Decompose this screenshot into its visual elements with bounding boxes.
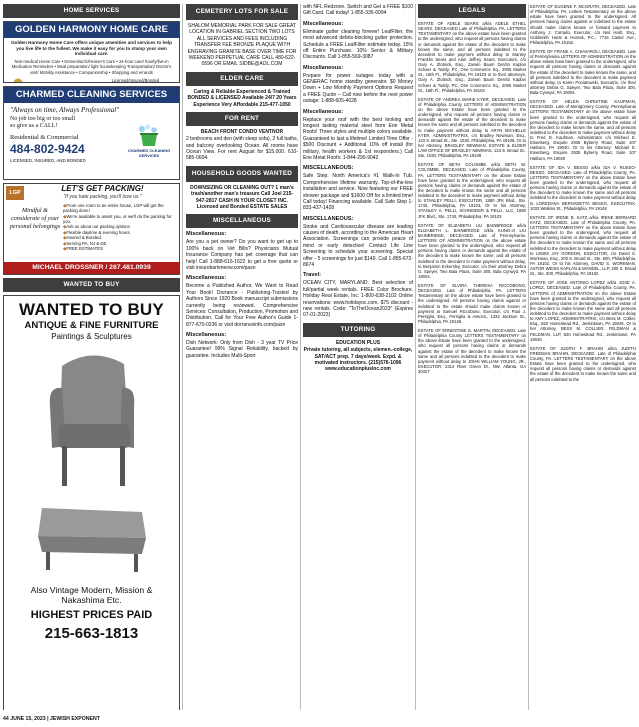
section-header-home-services: HOME SERVICES xyxy=(3,4,180,18)
golden-footer xyxy=(4,78,179,83)
column-classifieds-1 xyxy=(186,4,298,710)
packing-subtitle: "If you hate packing, you'll love us." xyxy=(63,194,142,200)
column-classifieds-2 xyxy=(303,4,413,710)
list-item: ◆ Insured & Bonded. xyxy=(63,235,176,240)
column-legals-1 xyxy=(418,4,526,710)
misc-listing: Safe Step. North America's #1 Walk-In Tub. Comprehensive lifetime warranty. Top-of-the-line installation and service. Now featuring our FREE shower package and $1600 Off for a limited time! Call today! Financing available. Call Safe Step 1-833-437-1428 xyxy=(303,173,413,212)
golden-title: GOLDEN HARMONY HOME CARE xyxy=(4,22,179,38)
misc-title: Miscellaneous: xyxy=(303,64,344,71)
wtb-highest-prices: HIGHEST PRICES PAID xyxy=(30,609,153,622)
misc-title: Miscellaneous: xyxy=(186,231,227,238)
list-item: ◆ Ask us about our packing options. xyxy=(63,224,176,229)
misc-title: MISCELLANEOUS: xyxy=(303,215,354,222)
misc-title: Miscellaneous: xyxy=(186,332,227,339)
section-header-tutoring: TUTORING xyxy=(303,323,413,337)
charmed-sub1: No job too big or too small xyxy=(10,115,75,122)
ottoman-image xyxy=(22,498,162,578)
golden-logo xyxy=(9,78,26,83)
legal-notice: ESTATE OF FRANK A. CHIAVAROLI, DECEASED. Late of Pennsylvania LETTERS OF ADMINISTRATION on the above estate have been granted to the undersigned, who request all persons having claims or demands against the estate of the decedent to make known the same, and all persons indebted to the decedent to make payment without delay, to Karen Poniatowski, Executrix, c/o their attorney Debra G. Speyer, Two Bala Plaza, Suite 300, Bala Cynwyd, PA 19004. xyxy=(530,49,636,95)
list-item: ◆ From one room to an entire house, LGP will get the packing done! xyxy=(63,203,176,214)
section-header-elder-care: ELDER CARE xyxy=(186,72,298,86)
packing-footer: MICHAEL DROSSNER / 267.481.0939 xyxy=(4,262,179,274)
lets-get-packing-ad xyxy=(3,183,180,275)
misc-listing: Replace your roof with the best looking and longest lasting material steel from Erie Metal Roofs! Three styles and multiple colors available. Guaranteed to last a lifetime! Limited Time Offer - $500 Discount + Additional 10% off install (for military, health workers & 1st responders.) Call Erie Metal Roofs: 1-844-290-9042 xyxy=(303,116,413,161)
charmed-title: CHARMED CLEANING SERVICES xyxy=(4,87,179,103)
golden-intro: Golden Harmony Home Care offers unique amenities and services to help you live life to the fullest. We make it easy for you to stamp your own individual care. xyxy=(11,39,172,57)
wtb-phone: 215-663-1813 xyxy=(44,624,139,642)
list-item: ◆ We're available to assist you, or we'll do the packing for you. xyxy=(63,214,176,225)
misc-title: Miscellaneous: xyxy=(186,275,227,282)
legal-notice: ESTATE OF IDA V. BESSO a/k/a IDA V. RUSSO-BESSO, DECEASED. Late of Philadelphia County, PA. LETTERS TESTAMENTARY on the above Estate have been granted to the undersigned, who request all persons having claims or demands against the estate of the decedent to make known the same and all persons indebted to the decedent to make payment without delay to LOREDANA BERNADETTA BESSO, EXECUTRIX, 1033 Watkins St., Philadelphia, PA 19148 xyxy=(530,164,636,211)
misc-listing: with NFL Redzone. Switch and Get a FREE $100 Gift Card. Call today! 1-855-335-6094 xyxy=(303,4,413,17)
list-item: ◆ FREE ESTIMATES xyxy=(63,246,176,251)
charmed-sub2: so give us a CALL! xyxy=(10,123,58,130)
packing-mindful: Mindful & considerate of your personal belongings xyxy=(9,207,61,230)
tutoring-title: EDUCATION PLUS xyxy=(335,339,381,346)
misc-listing: Are you a pet owner? Do you want to get up to 100% back on Vet Bills? Physicians Mutual Insurance Company has pet coverage that can help! Call 1-888-616-1622 to get a free quote or visit insurebarkmeow.com/pasn xyxy=(186,239,298,271)
charmed-licensed: LICENSED, INSURED, AND BONDED xyxy=(10,157,86,163)
misc-listing: Eliminate gutter cleaning forever! LeafFilter, the most advanced debris-blocking gutter protection. Schedule a FREE LeafFilter estimate today. 15% off Entire Purchase. 10% Senior & Military Discounts. Call 1-855-569-3087 xyxy=(303,28,413,61)
packing-header xyxy=(4,184,179,202)
legal-notice: ESTATE OF IRENE B. KATZ a/k/a IRENE BERNARD KATZ, DECEASED. Late of Philadelphia County, PA. LETTERS TESTAMENTARY on the above Estate have been granted to the undersigned, who request all persons having claims or demands against the estate of the decedent to make known the same and all persons indebted to the decedent to make payment without delay to LEWIS JAY GORDON, EXECUTOR, c/o David S. Workman, Esq., 200 S. Broad St., Ste. 600, Philadelphia, PA 19102, Or to his Attorney, DAVID S. WORKMAN, ASTOR WEISS KAPLAN & MANDEL, LLP, 200 S. Broad St., Ste. 600, Philadelphia, PA 19102 xyxy=(530,214,636,277)
golden-services: Non-medical Home Care • Dementia/Alzheimer's Care • 24-hour care/ hourly/live-in Medication Reminders • Meal preparation/ light housekeeping Transportation/ Doctor's visit/ Mobility Assistance • Companionship • Shopping and errands xyxy=(11,59,172,75)
legal-notice: ESTATE OF ADELE SEARS a/k/a ADELE ETHEL SEARS, DECEASED Late of Philadelphia, PA. LETTERS TESTAMENTARY on the above estate have been granted to the undersigned, who request all persons having claims or demands against the estate of the decedent to make known the same, and all persons indebted to the decedent to make payment without delay to Stanley Franklin Sears and Alan Jeffrey Sears, Executors, c/o Gary A. Zlotnick, Esq., Zarwin Baum DeVito Kaplan Schaer & Toddy, PC, One Commerce Sq., 2005 Market St., 16th Fl., Philadelphia, PA 19103 or to their attorneys, Gary A. Zlotnick, Esq., Zarwin Baum DeVito Kaplan Schaer & Toddy, PC, One Commerce Sq., 2005 Market St., 16th Fl., Philadelphia, PA 19103 xyxy=(418,21,526,93)
column-divider xyxy=(300,4,301,710)
golden-body xyxy=(4,38,179,77)
wtb-furniture: ANTIQUE & FINE FURNITURE xyxy=(24,320,159,332)
section-header-wanted: WANTED TO BUY xyxy=(3,278,180,292)
misc-listing: Dish Network: Only from Dish - 3 year TV Price Guarantee! 99% Signal Reliability, backed by guarantee. Includes Multi-Sport xyxy=(186,340,298,359)
wtb-paintings: Paintings & Sculptures xyxy=(51,332,132,342)
legal-notice: ESTATE OF JOSE ANTONIO LOPEZ a/k/a JOSE A. LOPEZ, DECEASED. Late of Philadelphia County, PA. LETTERS of ADMINISTRATION on the above Estate have been granted to the undersigned, who request all persons having claims or demands against the estate of the decedent to make known the same and all persons indebted to the decedent to make payment without delay to AMY LOPEZ, ADMINISTRATRIX, c/o Bess M. Collier, Esq., 820 Homestead Rd., Jenkintown, PA 19046, Or to her Attorney, BESS M. COLLIER, FELDMAN & FELDMAN, LLP, 820 Homestead Rd., Jenkintown, PA 19046 xyxy=(530,280,636,342)
list-item: ◆ Flexible daytime & evening hours. xyxy=(63,230,176,235)
cemetery-listing: SHALOM MEMORIAL PARK FOR SALE GREAT LOCATION IN GABRIEL SECTION TWO LOTS ALL SERVICES AND FEES INCLUDING TRANSFER FEE BRONZE PLAQUE WITH ENGRAVING GRANITE BASE OVER TIME FOR WEEKEND PERPETUAL CARE CALL 480-622-0596 OR EMAIL SIDBE@AOL.COM xyxy=(187,23,297,68)
rent-title: BEACH FRONT CONDO VENTNOR xyxy=(200,128,284,135)
lgp-logo: LGP xyxy=(6,186,24,200)
charmed-logo xyxy=(127,123,171,158)
charmed-logo-text: CHARMED CLEANING SERVICES xyxy=(127,148,171,158)
misc-title: Travel: xyxy=(303,272,322,279)
section-header-for-rent: FOR RENT xyxy=(186,112,298,126)
golden-contact xyxy=(97,78,174,83)
column-divider xyxy=(528,4,529,710)
list-item: ◆ Serving PA, NJ & DE xyxy=(63,241,176,246)
wtb-also: Also Vintage Modern, Mission & Nakashima Etc. xyxy=(30,584,153,606)
section-header-cemetery: CEMETERY LOTS FOR SALE xyxy=(186,4,298,20)
charmed-residential: Residential & Commercial xyxy=(10,133,79,141)
rent-listing: 2 bedrooms and den (with sleep sofa), 2 full baths, and balcony overlooking Ocean. All rooms have Ocean View. For rent August for $15,000. 610-585-0604. xyxy=(186,136,298,162)
column-legals-2 xyxy=(530,4,636,710)
charmed-phone: 484-802-9424 xyxy=(10,141,85,156)
packing-title-block xyxy=(26,184,179,202)
wanted-to-buy-ad xyxy=(3,295,180,710)
legal-notice: ESTATE OF JUDITH F. BRAHIN a/k/a JUDITH FREEMAN BRAHIN, DECEASED. Late of Philadelphia County, PA. LETTERS TESTAMENTARY on the above Estate have been granted to the undersigned, who request all persons having claims or demands against the estate of the decedent to make known the same and all persons indebted to the xyxy=(530,345,636,382)
section-header-misc: MISCELLANEOUS xyxy=(186,214,298,228)
misc-title: Miscellaneous: xyxy=(303,20,344,27)
section-header-legals: LEGALS xyxy=(418,4,526,18)
misc-title: Miscellaneous: xyxy=(303,108,344,115)
household-listing: DOWNSIZING OR CLEANING OUT? 1 man's trash/another man's treasure Call Joel 215-947-2817 CASH IN YOUR CLOSET INC. Licensed and Bonded ESTATE SALES xyxy=(190,184,294,211)
column-ads xyxy=(3,4,180,710)
legal-notice: ESTATE OF HELEN CHRISTINE KAUFMAN, DECEASED. Late of Montgomery County, Pennsylvania LETTERS TESTAMENTARY on the above estate have been granted to the undersigned, who request all persons having claims or demands against the estate of the decedent to make known the same, and all persons indebted to the decedent to make payment without delay to Fred D. Kaufman, Administrator c/o Michael E. Eisenberg, Esquire 2935 Byberry Road, Suite 107 Hatboro, PA 19040. Or to his Attorney: Michael E. Eisenberg, Esquire 2935 Byberry Road, Suite 107 Hatboro, PA 19040 xyxy=(530,99,636,161)
column-divider xyxy=(415,4,416,710)
wtb-headline: WANTED TO BUY xyxy=(19,300,164,319)
misc-listing: Stroke and Cardiovascular disease are leading causes of death, according to the American Heart Association. Screenings can provide peace of mind or early detection! Contact Life Line Screening to schedule your screening. Special offer - 5 screenings for just $149. Call 1-855-672-8674 xyxy=(303,223,413,269)
packing-bullets xyxy=(63,203,176,251)
column-divider xyxy=(182,4,183,710)
legal-notice: ESTATE OF BETH COLOMBE a/k/a BETH W. COLOMBE, DECEASED. Late of Philadelphia County, PA. LETTERS TESTAMENTARY on the above Estate have been granted to the undersigned, who request all persons having claims or demands against the estate of the decedent to make known the same and all persons indebted to the decedent to make payment without delay to STANLEY PELLI, EXECUTOR, 1880 JFK Blvd., Ste. 1740, Philadelphia, PA 19103, Or to his Attorney, STANLEY A. PELLI, SCHNEIDER & PELLI, LLC, 1880 JFK Blvd., Ste. 1740, Philadelphia, PA 19103 xyxy=(418,162,526,219)
legal-notice: ESTATE OF ELIZABETH LIU BAINBRIDGE a/k/a ELIZABETH L. BAINBRIDGE a/k/a KUNG-JI LIU BAINBRIDGE, DECEASED. Late of Pennsylvania. LETTERS OF ADMINISTRATION on the above estate have been granted to the undersigned, who request all persons having claims or demands against the estate of the decedent to make known the same, and all persons indebted to the decedent to make payment without delay, to Benjamin Eckersley, Executor, c/o their attorney Debra G. Speyer, Two Bala Plaza, Suite 300, Bala Cynwyd, PA 19004. xyxy=(418,222,526,279)
section-header-household: HOUSEHOLD GOODS WANTED xyxy=(186,166,298,182)
golden-harmony-ad xyxy=(3,21,180,83)
packing-body xyxy=(4,202,179,252)
legal-notice: ESTATE OF EUGENE F. MCGRATH, DECEASED. Late of Philadelphia, PA. Letters Testamentary on the above estate have been granted to the undersigned. All persons having claims against or indebted to the estate should make claims known or forward payment to Anthony J. Corrado, Executor, c/o Neil Hartl, Esq., Goldsmith Hurst & Hornak, P.C., 7716 Castor Ave., Philadelphia, PA 19152. xyxy=(530,4,636,45)
packing-title: LET'S GET PACKING! xyxy=(61,184,144,193)
legal-notice: ESTATE OF ERNESTINE G. MARTIN, DECEASED. Late of Philadelphia County LETTERS TESTAMENTARY on the above Estate have been granted to the undersigned, who request all persons having claims or demands against the estate of the decedent to make known the same and all persons indebted to the decedent to make payment without delay to JOHN WILLIAM YOUNG, JR., EXECUTOR, 2314 River Green Dr., NW, Atlanta, GA 30327 xyxy=(418,328,526,374)
misc-listing: Prepare for power outages today with a GENERAC home standby generator. $0 Money Down + Low Monthly Payment Options Request a FREE Quote – Call now before the next power outage: 1-888-605-4028 xyxy=(303,72,413,105)
legal-notice: ESTATE OF ANDREA MARIE KYER, DECEASED. Late of Philadelphia County LETTERS of ADMINISTRATION on the above Estate have been granted to the undersigned, who request all persons having claims or demands against the estate of the decedent to make known the same and all persons indebted to the decedent to make payment without delay to ARYN MICHELLE KYER, ADMINISTRATRIX, c/o Bradley Newman, Esq., 123 S. Broad St., Ste. 1030, Philadelphia, PA 19109, Or to her Attorney, BRADLEY NEWMAN, ESTATE & ELDER LAW OFFICE OF BRADLEY NEWMAN, 123 S. Broad St., Ste. 1030, Philadelphia, PA 19109 xyxy=(418,96,526,159)
golden-tree-icon xyxy=(11,78,25,83)
elder-care-listing: Caring & Reliable Experienced & Trained BONDED & LICENSED Available 24/7 20 Years Experience Very Affordable 215-477-1050 xyxy=(187,88,297,108)
golden-licensed: Licensed/Insured/Bonded xyxy=(111,78,160,83)
charmed-tagline: "Always on time, Always Professional" xyxy=(10,105,120,114)
armchair-image xyxy=(32,346,152,496)
page-footer: 44 JUNE 15, 2023 | JEWISH EXPONENT xyxy=(3,715,100,722)
charmed-cleaning-ad xyxy=(3,86,180,180)
tutoring-listing: Private tutoring, all subjects, elemen.-college, SAT/ACT prep. 7 days/week. Expd. & motivated instructors. (215)576-1096 www.educationplusinc.com xyxy=(303,347,413,373)
misc-listing: OCEAN CITY, MARYLAND. Best selection of full/partial week rentals. FREE Color Brochure. Holiday Real Estate, Inc: 1-800-638-2102 Online reservations: www.holidayoc.com. $75 discount - new rentals. Code: "ToTheOcean2023" (Expires 07-01-2023) xyxy=(303,280,413,319)
misc-title: MISCELLANEOUS: xyxy=(303,165,354,172)
bucket-icon xyxy=(134,123,164,147)
legal-notice: ESTATE OF ELVIRA THERESA RICCOBONO, DECEASED. Late of Philadelphia, PA. LETTERS Testamentary on the above estate have been granted to the undersigned. All persons having claims against or indebted to the estate should make claims known or payment to Samuel Riccobono, Executor, c/o Paul J. Persiglia, Esq., Persiglia & Assocs., 1332 Jackson St., Philadelphia, PA 19148. xyxy=(418,283,526,324)
misc-listing: Become a Published Author. We Want to Read Your Book! Dorrance - Publishing-Trusted by Authors Since 1920 Book manuscript submissions currently being reviewed. Comprehensive Services: Consultation, Production, Promotion and Distribution. Call for Your Free Author's Guide 1-877-670-0236 or visit dorranceinfo.com/pasn xyxy=(186,283,298,328)
